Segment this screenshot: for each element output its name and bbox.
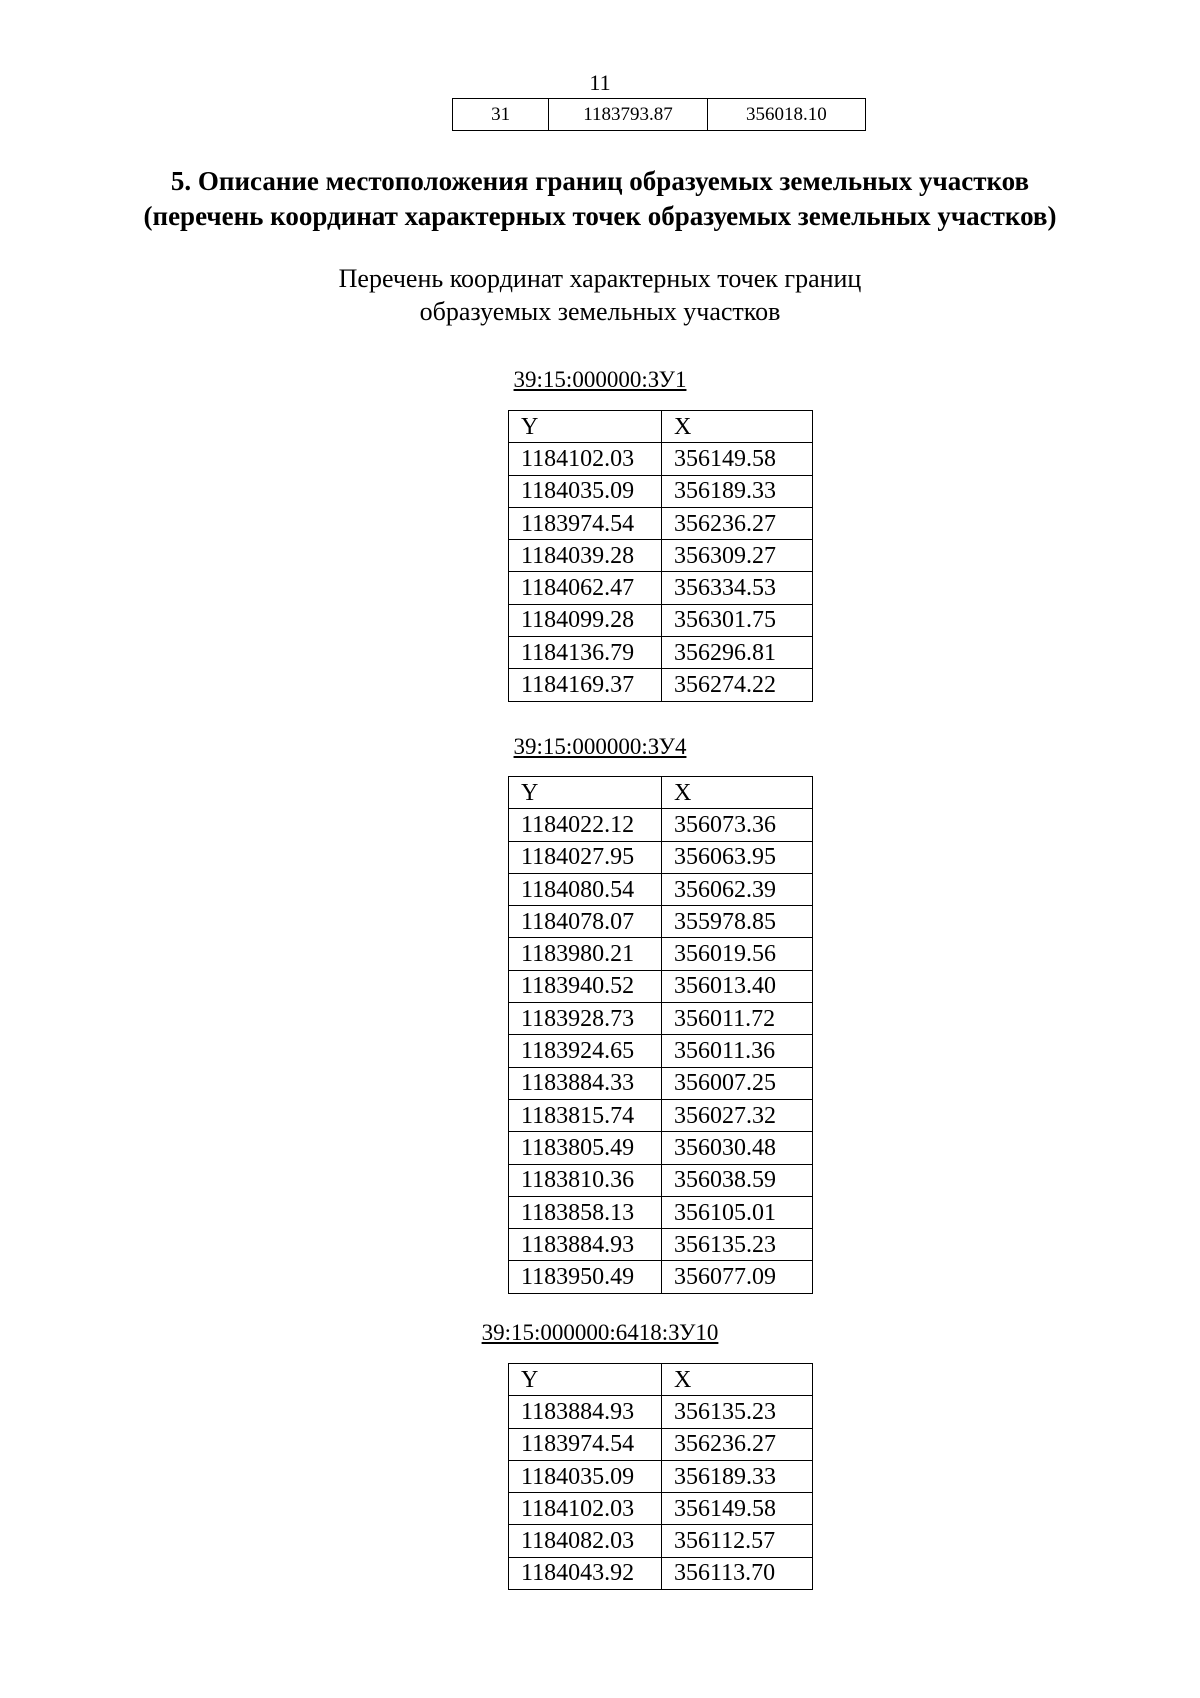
column-header-x: X	[662, 1364, 813, 1396]
x-cell: 356105.01	[662, 1196, 813, 1228]
x-cell: 356112.57	[662, 1525, 813, 1557]
table-row	[509, 1099, 813, 1131]
parcel-title: 39:15:000000:ЗУ1	[513, 367, 687, 392]
subheading	[0, 262, 1200, 328]
y-cell: 1183924.65	[509, 1035, 662, 1067]
section-heading-line2: (перечень координат характерных точек образуемых земельных участков)	[143, 201, 1057, 231]
y-cell: 1184039.28	[509, 540, 662, 572]
section-heading-line1: 5. Описание местоположения границ образуемых земельных участков	[170, 166, 1030, 196]
y-cell: 1183805.49	[509, 1132, 662, 1164]
x-cell: 356030.48	[662, 1132, 813, 1164]
y-cell: 1184027.95	[509, 841, 662, 873]
x-cell: 356334.53	[662, 572, 813, 604]
y-cell: 1183950.49	[509, 1261, 662, 1293]
table-header-row	[509, 1364, 813, 1396]
page-number: 11	[589, 70, 611, 95]
table-row	[509, 938, 813, 970]
x-cell: 356007.25	[662, 1067, 813, 1099]
table-row	[509, 443, 813, 475]
y-cell: 1183974.54	[509, 507, 662, 539]
table-row	[509, 1196, 813, 1228]
y-cell: 1184102.03	[509, 443, 662, 475]
y-cell: 1184102.03	[509, 1493, 662, 1525]
y-cell: 1184136.79	[509, 637, 662, 669]
x-cell: 356149.58	[662, 443, 813, 475]
table-row	[509, 873, 813, 905]
y-cell: 1184022.12	[509, 809, 662, 841]
y-cell: 1184035.09	[509, 1460, 662, 1492]
parcel-title: 39:15:000000:ЗУ4	[513, 734, 687, 759]
table-row	[509, 1525, 813, 1557]
x-cell: 356301.75	[662, 604, 813, 636]
parcel-title: 39:15:000000:6418:ЗУ10	[481, 1320, 719, 1345]
table-row	[509, 1229, 813, 1261]
subheading-line2: образуемых земельных участков	[419, 297, 781, 326]
y-cell: 1184082.03	[509, 1525, 662, 1557]
x-cell: 356189.33	[662, 1460, 813, 1492]
x-cell: 356018.10	[707, 99, 865, 131]
x-cell: 356113.70	[662, 1557, 813, 1589]
y-cell: 1184062.47	[509, 572, 662, 604]
section-heading	[0, 164, 1200, 234]
table-row	[509, 1067, 813, 1099]
table-row	[509, 637, 813, 669]
y-cell: 1184169.37	[509, 669, 662, 701]
y-cell: 1184035.09	[509, 475, 662, 507]
coordinate-table	[508, 776, 813, 1294]
column-header-x: X	[662, 777, 813, 809]
table-row	[509, 1396, 813, 1428]
table-row	[509, 906, 813, 938]
table-row	[509, 1493, 813, 1525]
table-row	[509, 1164, 813, 1196]
table-row	[453, 99, 866, 131]
table-row	[509, 540, 813, 572]
coordinate-table	[508, 1363, 813, 1590]
column-header-y: Y	[509, 777, 662, 809]
y-cell: 1183974.54	[509, 1428, 662, 1460]
y-cell: 1183793.87	[549, 99, 707, 131]
x-cell: 356135.23	[662, 1229, 813, 1261]
y-cell: 1184043.92	[509, 1557, 662, 1589]
x-cell: 356274.22	[662, 669, 813, 701]
y-cell: 1184080.54	[509, 873, 662, 905]
y-cell: 1183810.36	[509, 1164, 662, 1196]
y-cell: 1183884.33	[509, 1067, 662, 1099]
table-row	[509, 809, 813, 841]
table-row	[509, 572, 813, 604]
x-cell: 356011.72	[662, 1003, 813, 1035]
table-row	[509, 669, 813, 701]
y-cell: 1183884.93	[509, 1396, 662, 1428]
table-row	[509, 1003, 813, 1035]
table-row	[509, 1428, 813, 1460]
x-cell: 356038.59	[662, 1164, 813, 1196]
table-row	[509, 1035, 813, 1067]
x-cell: 356149.58	[662, 1493, 813, 1525]
point-number-cell: 31	[453, 99, 549, 131]
table-header-row	[509, 411, 813, 443]
y-cell: 1183980.21	[509, 938, 662, 970]
x-cell: 355978.85	[662, 906, 813, 938]
table-row	[509, 475, 813, 507]
column-header-y: Y	[509, 411, 662, 443]
x-cell: 356011.36	[662, 1035, 813, 1067]
table-header-row	[509, 777, 813, 809]
y-cell: 1184099.28	[509, 604, 662, 636]
x-cell: 356135.23	[662, 1396, 813, 1428]
column-header-x: X	[662, 411, 813, 443]
y-cell: 1183928.73	[509, 1003, 662, 1035]
y-cell: 1183858.13	[509, 1196, 662, 1228]
table-row	[509, 507, 813, 539]
x-cell: 356073.36	[662, 809, 813, 841]
x-cell: 356013.40	[662, 970, 813, 1002]
x-cell: 356236.27	[662, 507, 813, 539]
column-header-y: Y	[509, 1364, 662, 1396]
subheading-line1: Перечень координат характерных точек границ	[338, 264, 862, 293]
table-row	[509, 1132, 813, 1164]
x-cell: 356027.32	[662, 1099, 813, 1131]
coordinate-table	[508, 410, 813, 702]
x-cell: 356296.81	[662, 637, 813, 669]
table-row	[509, 604, 813, 636]
y-cell: 1183884.93	[509, 1229, 662, 1261]
x-cell: 356236.27	[662, 1428, 813, 1460]
table-row	[509, 970, 813, 1002]
continuation-table	[452, 98, 866, 131]
x-cell: 356062.39	[662, 873, 813, 905]
y-cell: 1183815.74	[509, 1099, 662, 1131]
table-row	[509, 841, 813, 873]
x-cell: 356309.27	[662, 540, 813, 572]
y-cell: 1183940.52	[509, 970, 662, 1002]
table-row	[509, 1261, 813, 1293]
table-row	[509, 1460, 813, 1492]
y-cell: 1184078.07	[509, 906, 662, 938]
x-cell: 356063.95	[662, 841, 813, 873]
table-row	[509, 1557, 813, 1589]
x-cell: 356189.33	[662, 475, 813, 507]
x-cell: 356077.09	[662, 1261, 813, 1293]
x-cell: 356019.56	[662, 938, 813, 970]
